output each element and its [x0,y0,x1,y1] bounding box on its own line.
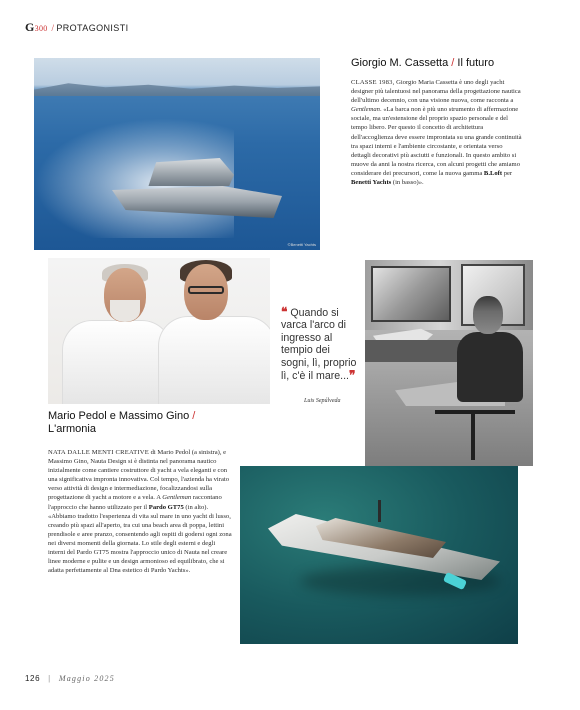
photo-wall-artwork [371,266,451,322]
title-slash: / [192,410,196,422]
body-text: (in alto). «Abbiamo tradotto l'esperienza di vita sul mare in uno yacht di lusso, creando più spazi all'aperto, tra cui una beach area di poppa, lettini prendisole e aree pranzo, consentendo agli ospiti di godersi ogni zona nei diversi momenti della giornata. Lo stile degli esterni e degli interni del Pardo GT75 mostra l'approccio unico di Nauta nel creare linee moderne e pulite e un design armonioso ed equilibrato, che si adatta perfettamente al Dna estetico di Pardo Yachts». [48,503,232,575]
magazine-name: Gentleman [162,494,192,502]
article-subtitle: L'armonia [48,423,96,435]
page-number: 126 [25,674,41,683]
section-title: PROTAGONISTI [56,23,129,33]
brand-logo-g: G [25,20,35,34]
photo-yacht-aerial [240,466,518,644]
photo-coastline [34,80,320,96]
quote-open-mark: ❝ [281,305,288,319]
brand-name: Benetti Yachts [351,179,392,187]
article-subtitle: Il futuro [457,57,495,69]
body-text: Giorgio Maria Cassetta è uno degli yacht designer più talentuosi nel panorama della progettazione nautica dell'ultimo decennio, con una visione nuova, come racconta a [351,79,521,105]
quote-author: Luis Sepúlveda [304,398,341,404]
designer-names: Mario Pedol e Massimo Gino [48,410,190,422]
article-body-pedol [48,448,232,575]
photo-yacht-at-sea [34,58,320,250]
body-text: raccontano l'approccio che hanno utilizzato per il [48,494,222,511]
body-text: di Mario Pedol (a sinistra), e Massimo Gino, Nauta Design si è distinta nel panorama nautico inizialmente come cantiere costruttore di yacht a vela eleganti e con una significativa impronta innovativa. Col tempo, l'azienda ha virato verso attività di design e intermediazione, focalizzandosi sulla progettazione di yacht a motore e a vela. A [48,449,229,502]
body-text: per [502,169,513,177]
section-header [25,20,129,35]
issue-date: Maggio 2025 [58,674,115,683]
model-name: B.Loft [483,169,503,177]
quote-text: Quando si varca l'arco di ingresso al tempio dei sogni, lì, proprio lì, c'è il mare... [281,307,357,383]
header-separator: / [51,23,55,33]
article-title-pedol [48,410,238,436]
photo-chair [435,410,515,460]
pull-quote [281,306,361,382]
photo-person [473,296,503,334]
body-text: (in basso)». [391,179,424,187]
magazine-name: Gentleman [351,106,380,114]
model-name: Pardo GT75 [148,503,184,511]
photo-credit: ©Benetti Yachts [287,242,316,247]
brand-logo-number: 300 [34,24,48,33]
body-text: . «La barca non è più uno strumento di affermazione sociale, ma un'estensione del proprio spazio personale e del tempo libero. Per questo il concetto di architettura dell'accoglienza deve essere improntata su una grande continuità tra spazi interni e l'ambiente circostante, e orientata verso dettagli decorativi più asciutti e funzionali. In questo ambito si muove da anni la nostra ricerca, con alcuni progetti che amiamo considerare dei precursori, come la nuova gamma [351,106,522,177]
quote-close-mark: ❞ [348,368,356,383]
body-lead: CLASSE 1983, [351,79,395,86]
photo-yacht-mast [378,500,381,522]
body-lead: NATA DALLE MENTI CREATIVE [48,449,149,456]
article-title-cassetta [351,57,531,69]
article-body-cassetta [351,78,523,187]
photo-portrait-designers [48,258,270,404]
designer-name: Giorgio M. Cassetta [351,57,449,69]
photo-designer-studio [365,260,533,466]
title-slash: / [451,57,455,69]
page-footer [25,674,115,683]
footer-divider: | [48,674,51,683]
